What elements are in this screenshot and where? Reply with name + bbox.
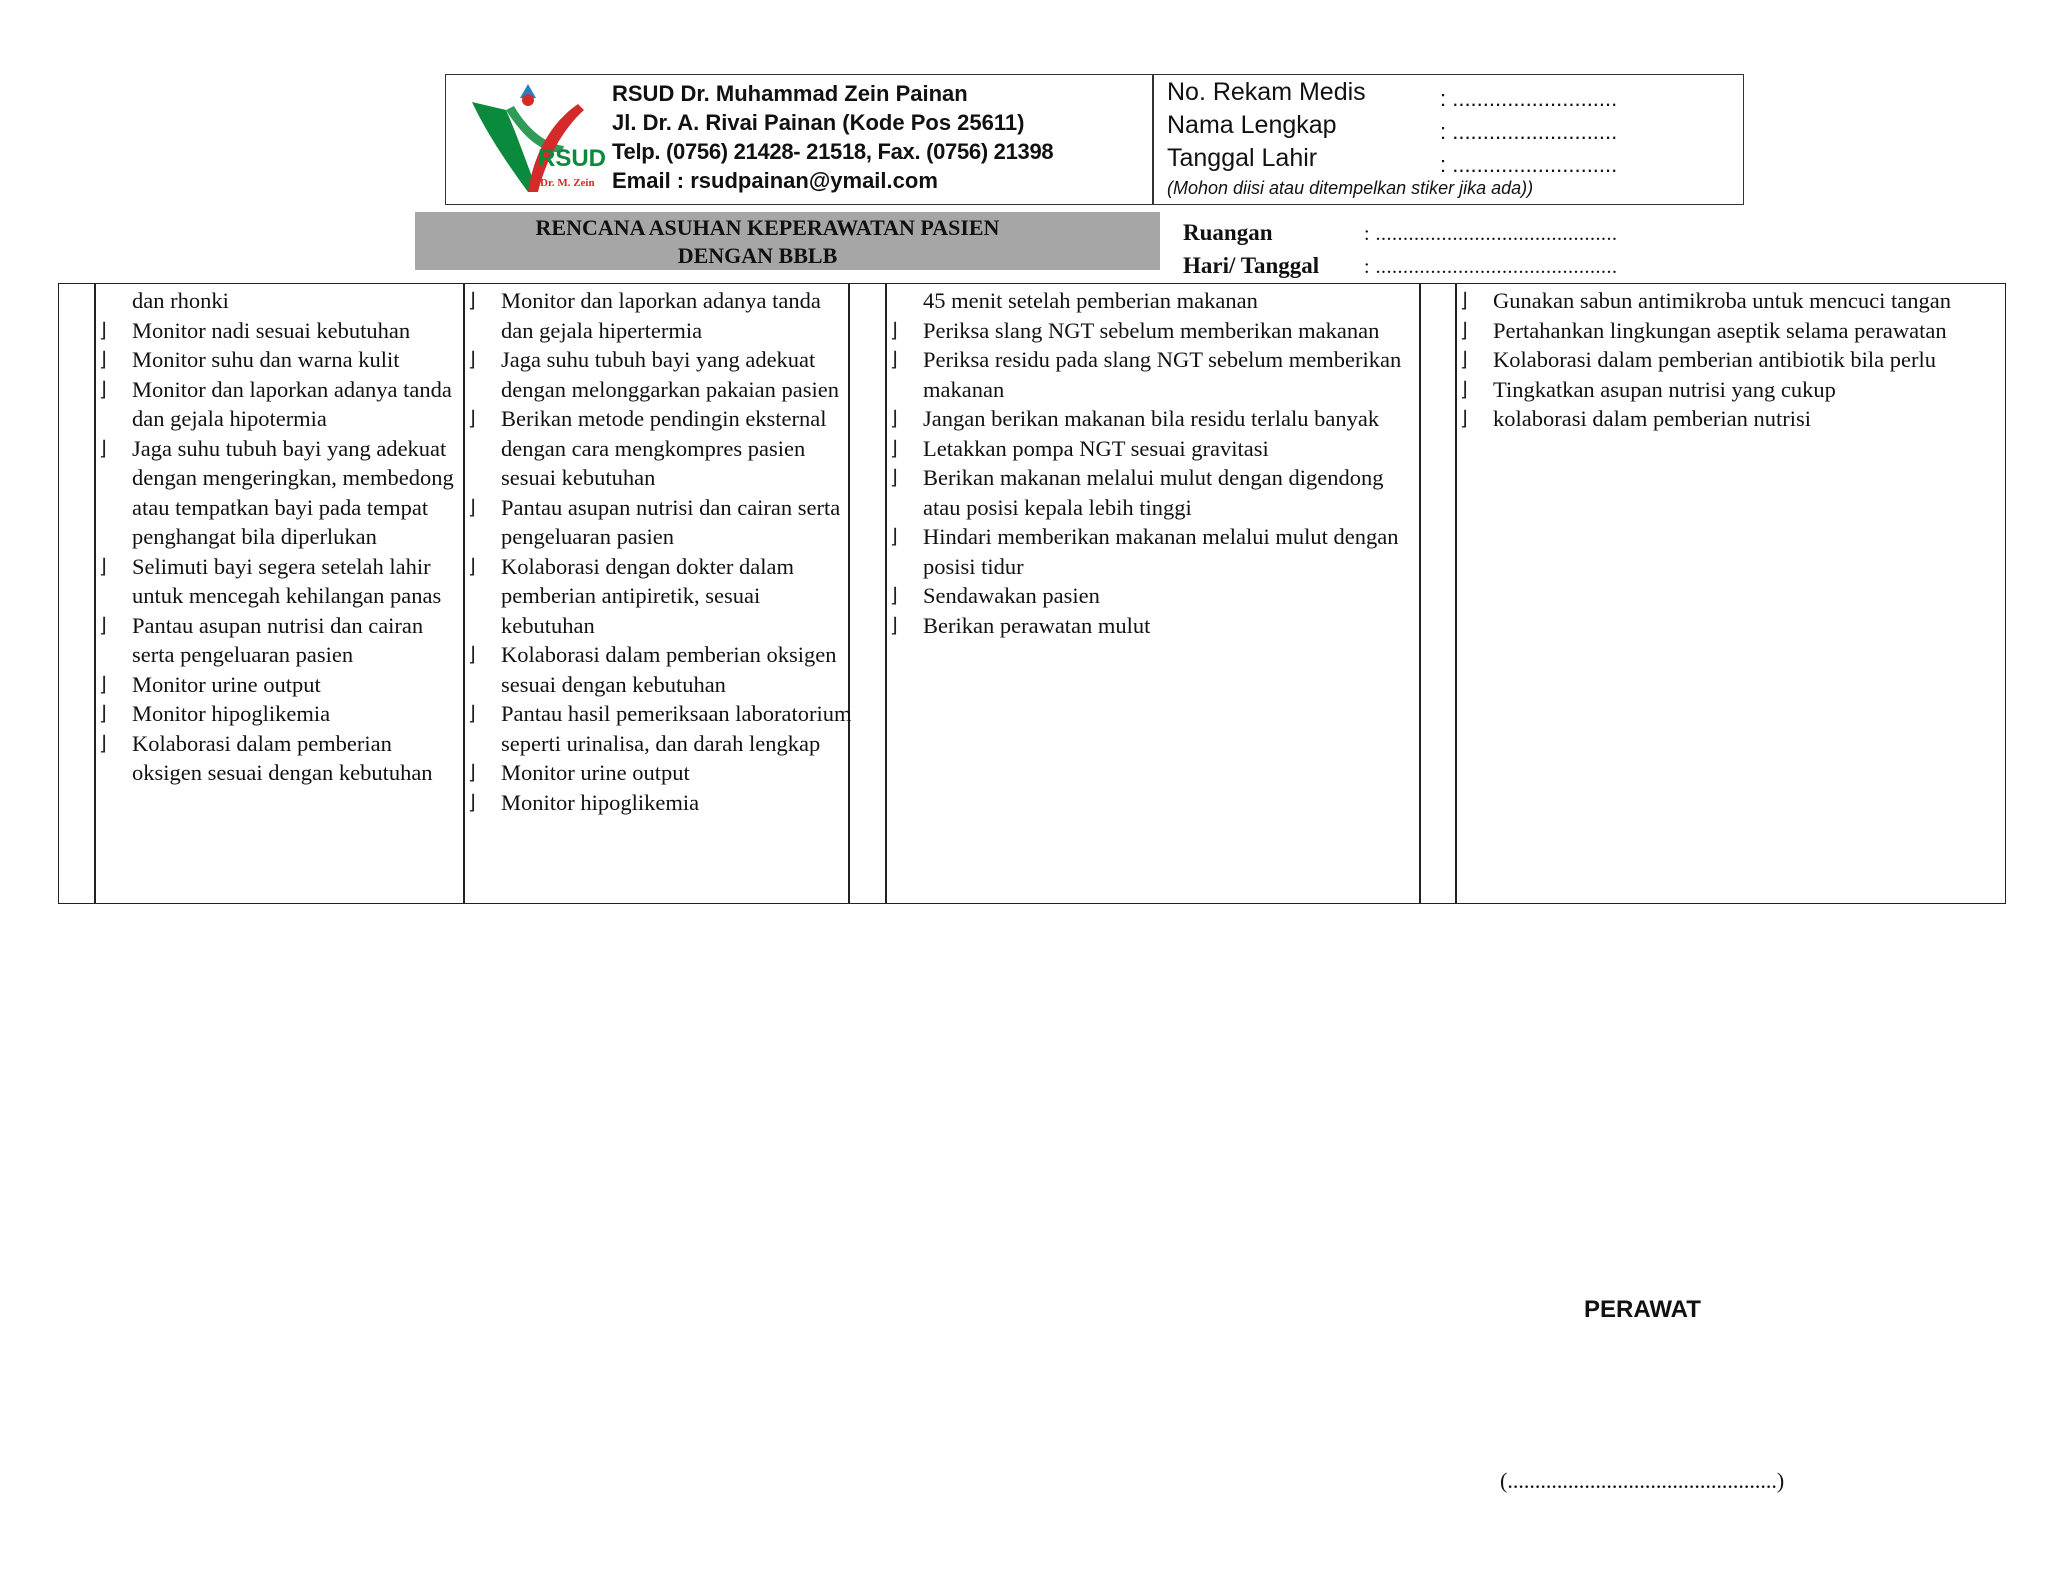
bullet-icon: ⌋ — [890, 524, 898, 548]
bullet-icon: ⌋ — [1460, 406, 1468, 430]
hospital-phone: Telp. (0756) 21428- 21518, Fax. (0756) 21398 — [612, 139, 1054, 164]
room-field[interactable]: : ............................................ — [1364, 223, 1618, 245]
list-item: ⌋ Berikan makanan melalui mulut dengan digendong atau posisi kepala lebih tinggi — [890, 465, 1384, 520]
hospital-address: Jl. Dr. A. Rivai Painan (Kode Pos 25611) — [612, 110, 1025, 135]
list-item: ⌋ Hindari memberikan makanan melalui mulut dengan posisi tidur — [890, 524, 1399, 579]
bullet-icon: ⌋ — [890, 347, 898, 371]
list-item: ⌋ Monitor urine output — [465, 758, 855, 788]
list-item: ⌋ Pantau asupan nutrisi dan cairan serta pengeluaran pasien — [99, 612, 424, 667]
intervention-column-1 — [96, 286, 466, 788]
bullet-icon: ⌋ — [468, 553, 476, 578]
list-item: ⌋ Kolaborasi dalam pemberian antibiotik bila perlu — [1457, 345, 2002, 375]
list-item: ⌋ Monitor suhu dan warna kulit — [96, 345, 466, 375]
bullet-icon: ⌋ — [1460, 317, 1468, 342]
svg-text:RSUD: RSUD — [538, 145, 607, 172]
list-item: ⌋ Berikan metode pendingin eksternal dengan cara mengkompres pasien sesuai kebutuhan — [468, 406, 827, 490]
bullet-icon: ⌋ — [99, 730, 107, 755]
bullet-icon: ⌋ — [890, 612, 898, 637]
list-item: ⌋ Monitor hipoglikemia — [465, 788, 855, 818]
document-title-line2: DENGAN BBLB — [677, 243, 838, 268]
bullet-icon: ⌋ — [99, 612, 107, 637]
bullet-icon: ⌋ — [468, 642, 476, 666]
list-item: ⌋ Berikan perawatan mulut — [887, 611, 1407, 641]
bullet-icon: ⌋ — [99, 435, 107, 460]
list-item: ⌋ Monitor urine output — [96, 670, 466, 700]
list-item: ⌋ Jaga suhu tubuh bayi yang adekuat dengan melonggarkan pakaian pasien — [468, 347, 839, 402]
date-field[interactable]: : ............................................ — [1364, 256, 1618, 278]
bullet-icon: ⌋ — [1460, 376, 1468, 401]
intervention-column-4 — [1457, 286, 2002, 434]
bullet-icon: ⌋ — [468, 760, 476, 784]
list-item: ⌋ Selimuti bayi segera setelah lahir untuk mencegah kehilangan panas — [99, 553, 442, 608]
patient-id-label: No. Rekam Medis — [1167, 78, 1366, 106]
bullet-icon: ⌋ — [468, 347, 476, 371]
list-item: ⌋ Kolaborasi dalam pemberian oksigen sesuai dengan kebutuhan — [468, 642, 837, 697]
list-item: ⌋ Monitor dan laporkan adanya tanda dan gejala hipotermia — [99, 376, 452, 431]
nurse-role-label: PERAWAT — [1584, 1296, 1701, 1323]
birth-date-field[interactable]: : ........................... — [1440, 152, 1618, 177]
bullet-icon: ⌋ — [468, 494, 476, 519]
list-item: ⌋ Kolaborasi dalam pemberian oksigen sesuai dengan kebutuhan — [99, 730, 433, 785]
list-item: ⌋ Kolaborasi dengan dokter dalam pemberian antipiretik, sesuai kebutuhan — [468, 553, 795, 638]
bullet-icon: ⌋ — [99, 553, 107, 578]
list-item: ⌋ Sendawakan pasien — [887, 581, 1407, 611]
list-item: ⌋ Periksa residu pada slang NGT sebelum memberikan makanan — [890, 347, 1402, 402]
header-divider — [1152, 74, 1154, 205]
bullet-icon: ⌋ — [468, 288, 476, 312]
list-item: ⌋ Monitor hipoglikemia — [96, 699, 466, 729]
bullet-icon: ⌋ — [99, 671, 107, 696]
list-item: ⌋ Letakkan pompa NGT sesuai gravitasi — [887, 434, 1407, 464]
list-item: ⌋ Periksa slang NGT sebelum memberikan makanan — [887, 316, 1407, 346]
list-item: ⌋ Gunakan sabun antimikroba untuk mencuci tangan — [1457, 286, 2002, 316]
bullet-icon: ⌋ — [890, 406, 898, 430]
intervention-column-3 — [887, 286, 1407, 640]
list-item: ⌋ Pertahankan lingkungan aseptik selama perawatan — [1457, 316, 2002, 346]
bullet-icon: ⌋ — [1460, 288, 1468, 312]
patient-name-label: Nama Lengkap — [1167, 111, 1337, 139]
date-label: Hari/ Tanggal — [1183, 253, 1320, 278]
list-item: ⌋ Jaga suhu tubuh bayi yang adekuat dengan mengeringkan, membedong atau tempatkan bayi pada tempat penghangat bila diperlukan — [99, 435, 454, 549]
patient-id-field[interactable]: : ........................... — [1440, 86, 1618, 111]
bullet-icon: ⌋ — [890, 465, 898, 489]
document-title-line1: RENCANA ASUHAN KEPERAWATAN PASIEN — [535, 215, 1000, 240]
list-item: ⌋ Pantau asupan nutrisi dan cairan serta pengeluaran pasien — [468, 494, 841, 549]
room-label: Ruangan — [1183, 220, 1273, 245]
intervention-column-2 — [465, 286, 855, 817]
bullet-icon: ⌋ — [468, 406, 476, 430]
bullet-icon: ⌋ — [468, 789, 476, 814]
bullet-icon: ⌋ — [99, 347, 107, 371]
patient-name-field[interactable]: : ........................... — [1440, 119, 1618, 144]
continued-text: 45 menit setelah pemberian makanan — [923, 288, 1258, 313]
bullet-icon: ⌋ — [890, 317, 898, 342]
bullet-icon: ⌋ — [468, 701, 476, 725]
continued-text: dan rhonki — [132, 288, 229, 313]
bullet-icon: ⌋ — [99, 701, 107, 725]
list-item: ⌋ Tingkatkan asupan nutrisi yang cukup — [1457, 375, 2002, 405]
table-divider — [1419, 283, 1421, 904]
hospital-email: Email : rsudpainan@ymail.com — [612, 168, 938, 193]
hospital-logo — [466, 82, 607, 200]
sticker-note: (Mohon diisi atau ditempelkan stiker jika ada)) — [1167, 178, 1534, 198]
svg-text:Dr. M. Zein: Dr. M. Zein — [540, 177, 595, 189]
list-item: ⌋ Pantau hasil pemeriksaan laboratorium seperti urinalisa, dan darah lengkap — [468, 701, 852, 756]
list-item: ⌋ Jangan berikan makanan bila residu terlalu banyak — [887, 404, 1407, 434]
bullet-icon: ⌋ — [890, 583, 898, 607]
nurse-signature-field[interactable]: (.................................................) — [1500, 1468, 1785, 1493]
list-item: ⌋ kolaborasi dalam pemberian nutrisi — [1457, 404, 2002, 434]
bullet-icon: ⌋ — [890, 435, 898, 460]
birth-date-label: Tanggal Lahir — [1167, 144, 1318, 172]
bullet-icon: ⌋ — [1460, 347, 1468, 371]
bullet-icon: ⌋ — [99, 317, 107, 342]
list-item: ⌋ Monitor nadi sesuai kebutuhan — [96, 316, 466, 346]
list-item: ⌋ Monitor dan laporkan adanya tanda dan gejala hipertermia — [468, 288, 821, 343]
bullet-icon: ⌋ — [99, 376, 107, 401]
hospital-name: RSUD Dr. Muhammad Zein Painan — [612, 81, 968, 106]
